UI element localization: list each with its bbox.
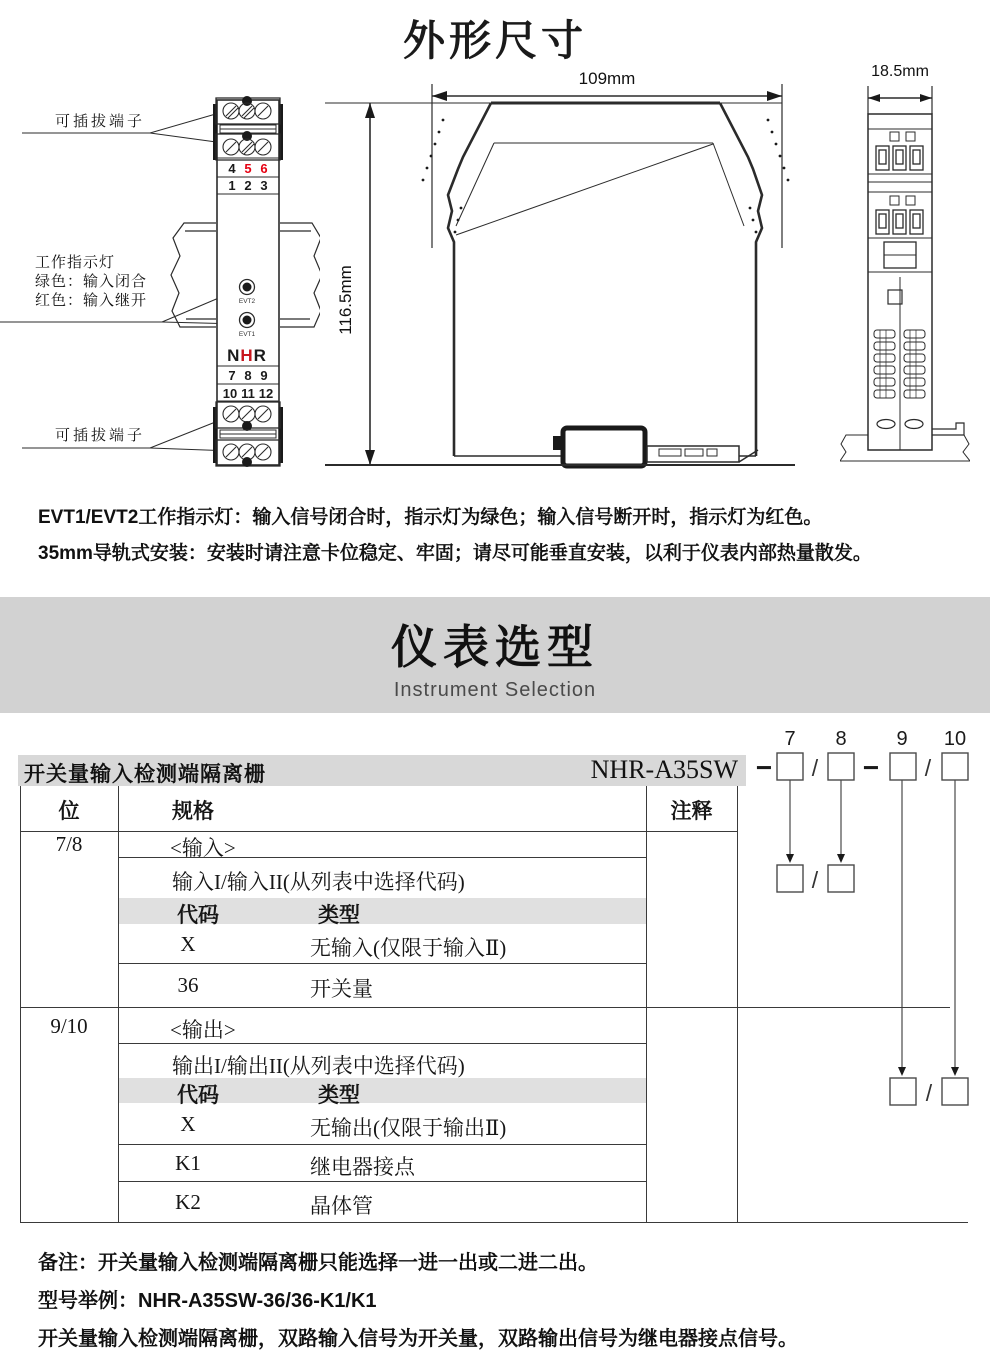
slash-4: / [925,1080,933,1106]
height-dimension-label: 116.5mm [336,265,355,335]
terminal-5: 5 [244,161,252,176]
col-header-position: 位 [58,799,80,823]
code-arrows [790,780,955,1067]
group2-row3-code: K2 [175,1190,201,1214]
output-code-box-2 [942,1078,968,1105]
terminal-1: 1 [228,178,236,193]
group1-position: 7/8 [55,832,83,856]
din-clip [553,428,758,466]
digit-8: 8 [835,728,847,750]
note-description: 开关量输入检测端隔离栅，双路输入信号为开关量，双路输出信号为继电器接点信号。 [38,1328,798,1350]
group2-row3-type: 晶体管 [310,1194,373,1218]
label-pluggable-terminal-bottom: 可插拔端子 [55,427,146,444]
group2-row2-type: 继电器接点 [310,1155,415,1179]
group2-position: 9/10 [50,1014,88,1038]
output-code-box-1 [890,1078,916,1105]
section-banner [0,597,990,713]
group1-title: <输入> [170,836,236,860]
banner-subtitle: Instrument Selection [393,679,597,701]
digit-9: 9 [896,728,908,750]
slash-3: / [811,867,819,893]
table-line [118,963,646,964]
group2-code-header: 代码 [177,1083,219,1107]
module-profile [325,103,789,456]
product-name: 开关量输入检测端隔离栅 [24,763,266,786]
led-evt1-label: EVT1 [238,331,256,338]
col-header-spec: 规格 [172,799,214,823]
indicator-line2: 绿色：输入闭合 [35,273,148,290]
note-remark: 备注：开关量输入检测端隔离栅只能选择一进一出或二进二出。 [38,1252,598,1274]
digit-10: 10 [943,728,967,750]
table-border-right [737,786,738,1222]
digit-7: 7 [784,728,796,750]
detail-dots [422,119,790,234]
terminal-2: 2 [244,178,252,193]
product-header-bar [18,755,746,786]
table-line [118,1144,646,1145]
note-led-indicator: EVT1/EVT2工作指示灯：输入信号闭合时，指示灯为绿色；输入信号断开时，指示灯为红色。 [38,507,823,528]
module-side [868,114,964,450]
input-code-box-2 [828,865,854,892]
group1-row2-type: 开关量 [310,977,373,1001]
code-box-9 [890,753,916,780]
group2-row2-code: K1 [175,1151,201,1175]
side-view-drawing [325,58,795,478]
group2-type-header: 类型 [318,1083,360,1107]
indicator-line3: 红色：输入继开 [35,292,148,309]
height-dimension-line [336,103,375,465]
note-model-example: 型号举例：NHR-A35SW-36/36-K1/K1 [38,1290,377,1312]
terminal-12: 12 [258,386,274,401]
width-dimension-label: 109mm [578,69,636,88]
note-rail-mounting: 35mm导轨式安装：安装时请注意卡位稳定、牢固；请尽可能垂直安装，以利于仪表内部热量散发。 [38,543,872,564]
depth-dimension-label: 18.5mm [871,63,929,80]
terminal-7: 7 [228,368,236,383]
terminal-4: 4 [228,161,236,176]
terminal-9: 9 [260,368,268,383]
group2-row1-type: 无输出(仅限于输出Ⅱ) [310,1116,507,1140]
label-pluggable-terminal-top: 可插拔端子 [55,113,146,130]
page-title: 外形尺寸 [402,17,587,64]
table-line [118,1181,646,1182]
input-code-box-1 [777,865,803,892]
col-header-note: 注释 [670,799,713,823]
terminal-10: 10 [222,386,238,401]
profile-view-drawing [840,58,970,478]
terminal-6: 6 [260,161,268,176]
product-model: NHR-A35SW [590,755,738,784]
dash-mark-1: − [755,752,773,783]
table-border-col2 [646,786,647,1222]
model-code-diagram [740,725,990,1125]
group1-row1-code: X [180,932,196,956]
group2-title: <输出> [170,1018,236,1042]
code-box-10 [942,753,968,780]
code-box-7 [777,753,803,780]
group1-row1-type: 无输入(仅限于输入Ⅱ) [310,936,507,960]
group1-code-header: 代码 [177,903,219,927]
table-line-group-divider [20,1007,950,1008]
slash-1: / [811,755,819,781]
group1-subtitle: 输入I/输入II(从列表中选择代码) [172,870,465,894]
group1-row2-code: 36 [177,973,199,997]
dash-mark-2: − [862,752,880,783]
terminal-11: 11 [241,386,255,401]
led-evt2-label: EVT2 [238,298,256,305]
group2-row1-code: X [180,1112,196,1136]
terminal-8: 8 [244,368,252,383]
group1-type-header: 类型 [318,903,360,927]
nhr-logo: NHR [227,346,267,365]
slash-2: / [924,755,932,781]
table-line-header [20,831,737,832]
terminal-3: 3 [260,178,268,193]
width-dimension-line [432,84,782,248]
indicator-line1: 工作指示灯 [35,254,116,271]
banner-title: 仪表选型 [391,621,599,673]
table-border-bottom [20,1222,968,1223]
group2-subtitle: 输出I/输出II(从列表中选择代码) [172,1054,465,1078]
code-box-8 [828,753,854,780]
front-view-drawing [20,92,320,487]
